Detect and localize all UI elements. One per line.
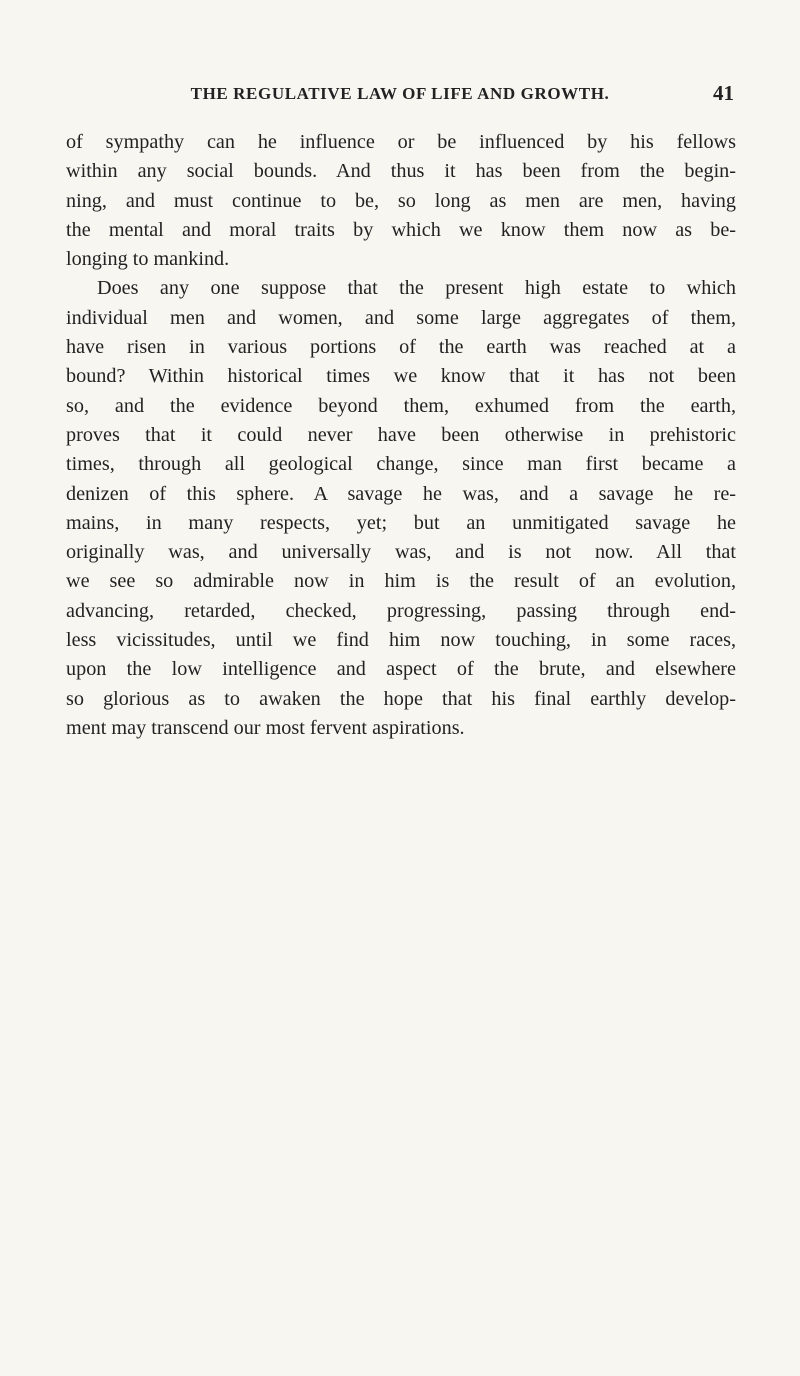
text-line: ment may transcend our most fervent aspirations.: [66, 716, 465, 739]
text-line: bound? Within historical times we know that it has not been: [66, 365, 736, 388]
running-head: [66, 81, 734, 112]
body-text: [66, 128, 736, 743]
text-line: have risen in various portions of the earth was reached at a: [66, 336, 736, 359]
running-head-title: THE REGULATIVE LAW OF LIFE AND GROWTH.: [190, 84, 610, 103]
page-number: 41: [713, 81, 734, 105]
text-line: denizen of this sphere. A savage he was, and a savage he re-: [66, 482, 736, 505]
text-line: within any social bounds. And thus it has been from the begin-: [66, 160, 736, 183]
text-line: we see so admirable now in him is the result of an evolution,: [66, 570, 736, 593]
text-line: times, through all geological change, since man first became a: [66, 453, 736, 476]
text-line: originally was, and universally was, and is not now. All that: [66, 541, 736, 564]
text-line: longing to mankind.: [66, 248, 230, 271]
text-line: Does any one suppose that the present high estate to which: [97, 277, 736, 300]
text-line: proves that it could never have been otherwise in prehistoric: [66, 423, 736, 446]
text-line: so glorious as to awaken the hope that his final earthly develop-: [66, 687, 736, 710]
text-line: individual men and women, and some large aggregates of them,: [66, 306, 736, 329]
text-line: of sympathy can he influence or be influenced by his fellows: [66, 131, 736, 153]
text-line: ning, and must continue to be, so long as men are men, having: [66, 189, 736, 212]
text-line: the mental and moral traits by which we know them now as be-: [66, 218, 736, 241]
text-line: upon the low intelligence and aspect of the brute, and elsewhere: [66, 658, 736, 681]
text-line: advancing, retarded, checked, progressing, passing through end-: [66, 599, 736, 622]
text-line: so, and the evidence beyond them, exhumed from the earth,: [66, 394, 736, 417]
text-line: mains, in many respects, yet; but an unmitigated savage he: [66, 511, 736, 534]
text-line: less vicissitudes, until we find him now touching, in some races,: [66, 629, 736, 652]
